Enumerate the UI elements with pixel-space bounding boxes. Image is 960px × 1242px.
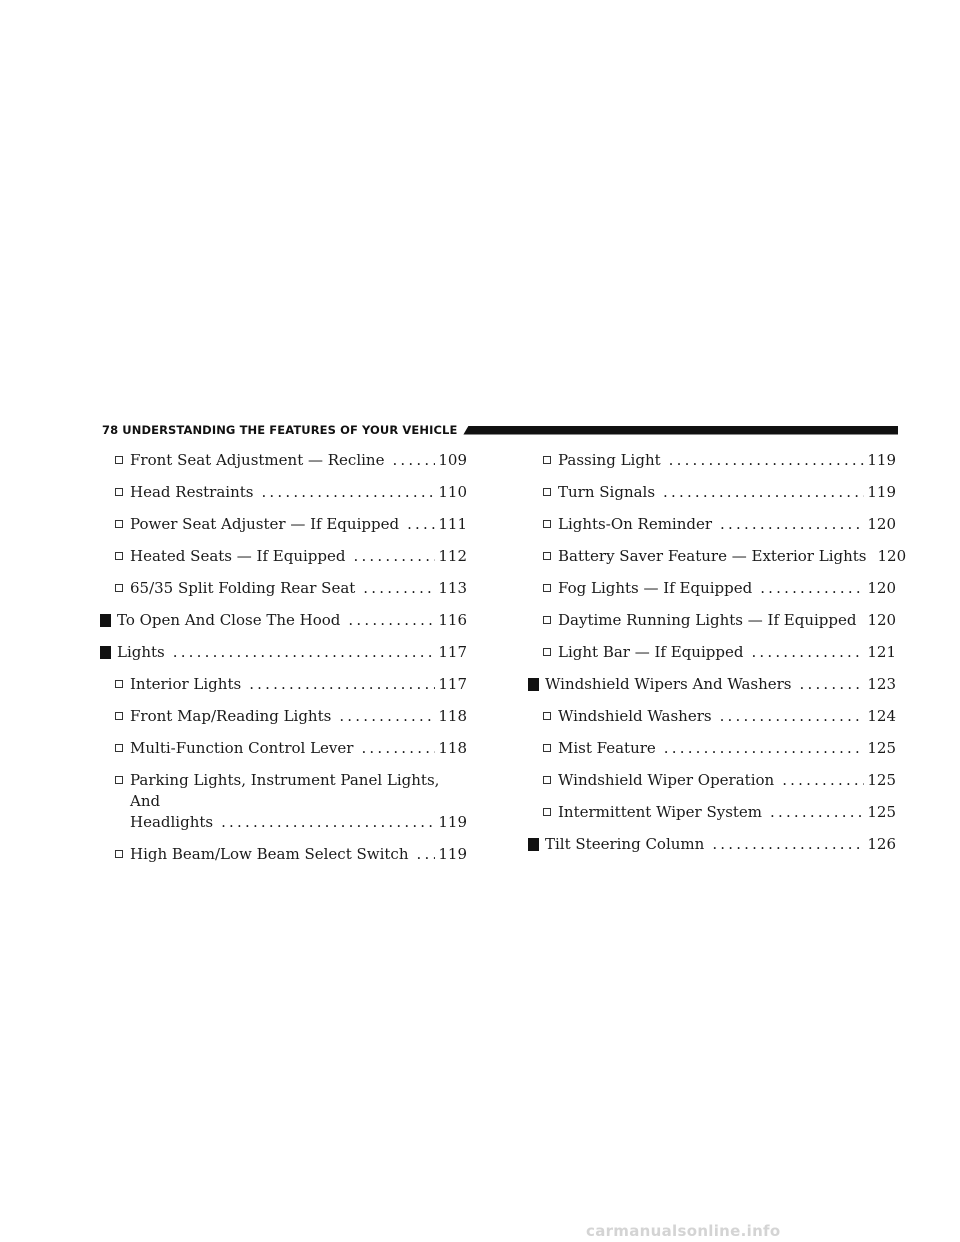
toc-entry-page: 120: [867, 579, 896, 597]
dot-leader: [173, 642, 436, 663]
toc-entry-title: High Beam/Low Beam Select Switch: [130, 845, 409, 863]
dot-leader: [751, 642, 864, 663]
toc-entry-title: Tilt Steering Column: [545, 835, 705, 853]
toc-entry-title: Passing Light: [558, 451, 661, 469]
header-rule: [463, 426, 898, 435]
hollow-square-bullet-icon: [543, 616, 551, 624]
hollow-square-bullet-icon: [543, 488, 551, 496]
toc-entry-page: 120: [877, 547, 907, 565]
toc-entry-page: 117: [438, 643, 467, 661]
toc-entry-page: 109: [438, 451, 467, 469]
solid-square-bullet-icon: [528, 838, 539, 851]
toc-entry[interactable]: [540, 802, 896, 823]
toc-entry-title: 65/35 Split Folding Rear Seat: [130, 579, 356, 597]
toc-entry[interactable]: [112, 546, 467, 567]
hollow-square-bullet-icon: [115, 744, 123, 752]
toc-entry-title: Battery Saver Feature — Exterior Lights: [558, 547, 867, 565]
toc-entry[interactable]: [112, 450, 467, 471]
toc-entry-major[interactable]: [100, 610, 467, 631]
toc-entry[interactable]: [540, 770, 896, 791]
toc-entry[interactable]: [540, 642, 896, 663]
toc-entry[interactable]: [540, 450, 896, 471]
toc-entry-page: 118: [438, 707, 467, 725]
dot-leader: [363, 578, 435, 599]
dot-leader: [348, 610, 435, 631]
dot-leader: [782, 770, 864, 791]
hollow-square-bullet-icon: [543, 808, 551, 816]
hollow-square-bullet-icon: [543, 776, 551, 784]
toc-entry-title: Parking Lights, Instrument Panel Lights, And: [130, 771, 440, 810]
toc-entry[interactable]: [540, 578, 896, 599]
dot-leader: [770, 802, 864, 823]
toc-entry-page: 119: [867, 483, 896, 501]
toc-entry-title: Windshield Wipers And Washers: [545, 675, 792, 693]
toc-entry-title-continued: Headlights: [130, 813, 214, 831]
dot-leader: [664, 738, 865, 759]
solid-square-bullet-icon: [528, 678, 539, 691]
toc-entry-page: 120: [867, 611, 897, 629]
page-header-label: 78 UNDERSTANDING THE FEATURES OF YOUR VEHICLE: [102, 423, 458, 437]
toc-entry-page: 123: [867, 675, 896, 693]
hollow-square-bullet-icon: [115, 552, 123, 560]
dot-leader: [720, 706, 865, 727]
dot-leader: [249, 674, 435, 695]
hollow-square-bullet-icon: [543, 648, 551, 656]
dot-leader: [353, 546, 435, 567]
toc-entry[interactable]: [112, 706, 467, 727]
toc-entry-major[interactable]: [528, 674, 896, 695]
toc-entry-title: Front Map/Reading Lights: [130, 707, 332, 725]
hollow-square-bullet-icon: [543, 456, 551, 464]
toc-entry[interactable]: [540, 738, 896, 759]
toc-entry[interactable]: [112, 482, 467, 503]
toc-entry[interactable]: [112, 578, 467, 599]
dot-leader: [417, 844, 436, 865]
solid-square-bullet-icon: [100, 614, 111, 627]
toc-right-column: [540, 450, 907, 866]
toc-entry-page: 117: [438, 675, 467, 693]
toc-entry-title: Interior Lights: [130, 675, 242, 693]
toc-entry-title: Mist Feature: [558, 739, 656, 757]
hollow-square-bullet-icon: [543, 520, 551, 528]
toc-entry-page: 112: [438, 547, 467, 565]
dot-leader: [800, 674, 865, 695]
dot-leader: [712, 834, 864, 855]
toc-entry-title: Daytime Running Lights — If Equipped: [558, 611, 857, 629]
toc-entry-title: Power Seat Adjuster — If Equipped: [130, 515, 400, 533]
toc-entry-title: To Open And Close The Hood: [117, 611, 341, 629]
toc-entry[interactable]: [540, 546, 907, 567]
toc-entry-page: 113: [438, 579, 467, 597]
hollow-square-bullet-icon: [115, 680, 123, 688]
toc-entry-major[interactable]: [100, 642, 467, 663]
toc-entry-major[interactable]: [528, 834, 896, 855]
toc-entry-page: 119: [438, 813, 467, 831]
dot-leader: [720, 514, 864, 535]
toc-entry-page: 125: [867, 771, 896, 789]
hollow-square-bullet-icon: [115, 850, 123, 858]
hollow-square-bullet-icon: [543, 552, 551, 560]
dot-leader: [669, 450, 865, 471]
toc-entry-page: 118: [438, 739, 467, 757]
toc-entry-title: Light Bar — If Equipped: [558, 643, 744, 661]
toc-entry-title: Lights-On Reminder: [558, 515, 713, 533]
toc-entry-title: Windshield Washers: [558, 707, 712, 725]
hollow-square-bullet-icon: [115, 776, 123, 784]
hollow-square-bullet-icon: [115, 520, 123, 528]
dot-leader: [361, 738, 435, 759]
dot-leader: [392, 450, 435, 471]
toc-entry-title: Windshield Wiper Operation: [558, 771, 775, 789]
toc-entry[interactable]: [540, 482, 896, 503]
watermark: carmanualsonline.info: [586, 1222, 781, 1240]
toc-entry-title: Front Seat Adjustment — Recline: [130, 451, 385, 469]
dot-leader: [663, 482, 864, 503]
hollow-square-bullet-icon: [115, 456, 123, 464]
toc-entry-page: 111: [438, 515, 467, 533]
toc-entry-page: 110: [438, 483, 467, 501]
hollow-square-bullet-icon: [543, 744, 551, 752]
toc-entry-title: Intermittent Wiper System: [558, 803, 763, 821]
toc-entry-page: 124: [867, 707, 896, 725]
toc-entry[interactable]: [112, 844, 467, 865]
page-header: [102, 422, 898, 438]
dot-leader: [760, 578, 864, 599]
dot-leader: [339, 706, 435, 727]
toc-entry-title: Head Restraints: [130, 483, 254, 501]
dot-leader: [407, 514, 435, 535]
toc-entry-page: 125: [867, 739, 896, 757]
toc-entry-page: 126: [867, 835, 896, 853]
toc-entry[interactable]: [540, 514, 896, 535]
hollow-square-bullet-icon: [543, 584, 551, 592]
toc-entry-title: Turn Signals: [558, 483, 656, 501]
toc-entry-page: 120: [867, 515, 896, 533]
hollow-square-bullet-icon: [115, 488, 123, 496]
toc-entry[interactable]: [112, 514, 467, 535]
toc-entry-title: Lights: [117, 643, 165, 661]
toc-entry-page: 121: [867, 643, 896, 661]
toc-entry-title: Fog Lights — If Equipped: [558, 579, 753, 597]
hollow-square-bullet-icon: [115, 584, 123, 592]
toc-entry-page: 119: [867, 451, 896, 469]
toc-entry[interactable]: [112, 738, 467, 759]
toc-entry[interactable]: [112, 674, 467, 695]
toc-entry-title: Heated Seats — If Equipped: [130, 547, 346, 565]
toc-left-column: [112, 450, 467, 876]
dot-leader: [261, 482, 435, 503]
toc-entry-page: 125: [867, 803, 896, 821]
hollow-square-bullet-icon: [115, 712, 123, 720]
toc-entry-title: Multi-Function Control Lever: [130, 739, 354, 757]
hollow-square-bullet-icon: [543, 712, 551, 720]
toc-entry[interactable]: [540, 610, 896, 631]
toc-entry[interactable]: [112, 770, 467, 833]
toc-entry-page: 116: [438, 611, 467, 629]
solid-square-bullet-icon: [100, 646, 111, 659]
toc-entry-page: 119: [438, 845, 467, 863]
dot-leader: [221, 812, 435, 833]
toc-entry[interactable]: [540, 706, 896, 727]
